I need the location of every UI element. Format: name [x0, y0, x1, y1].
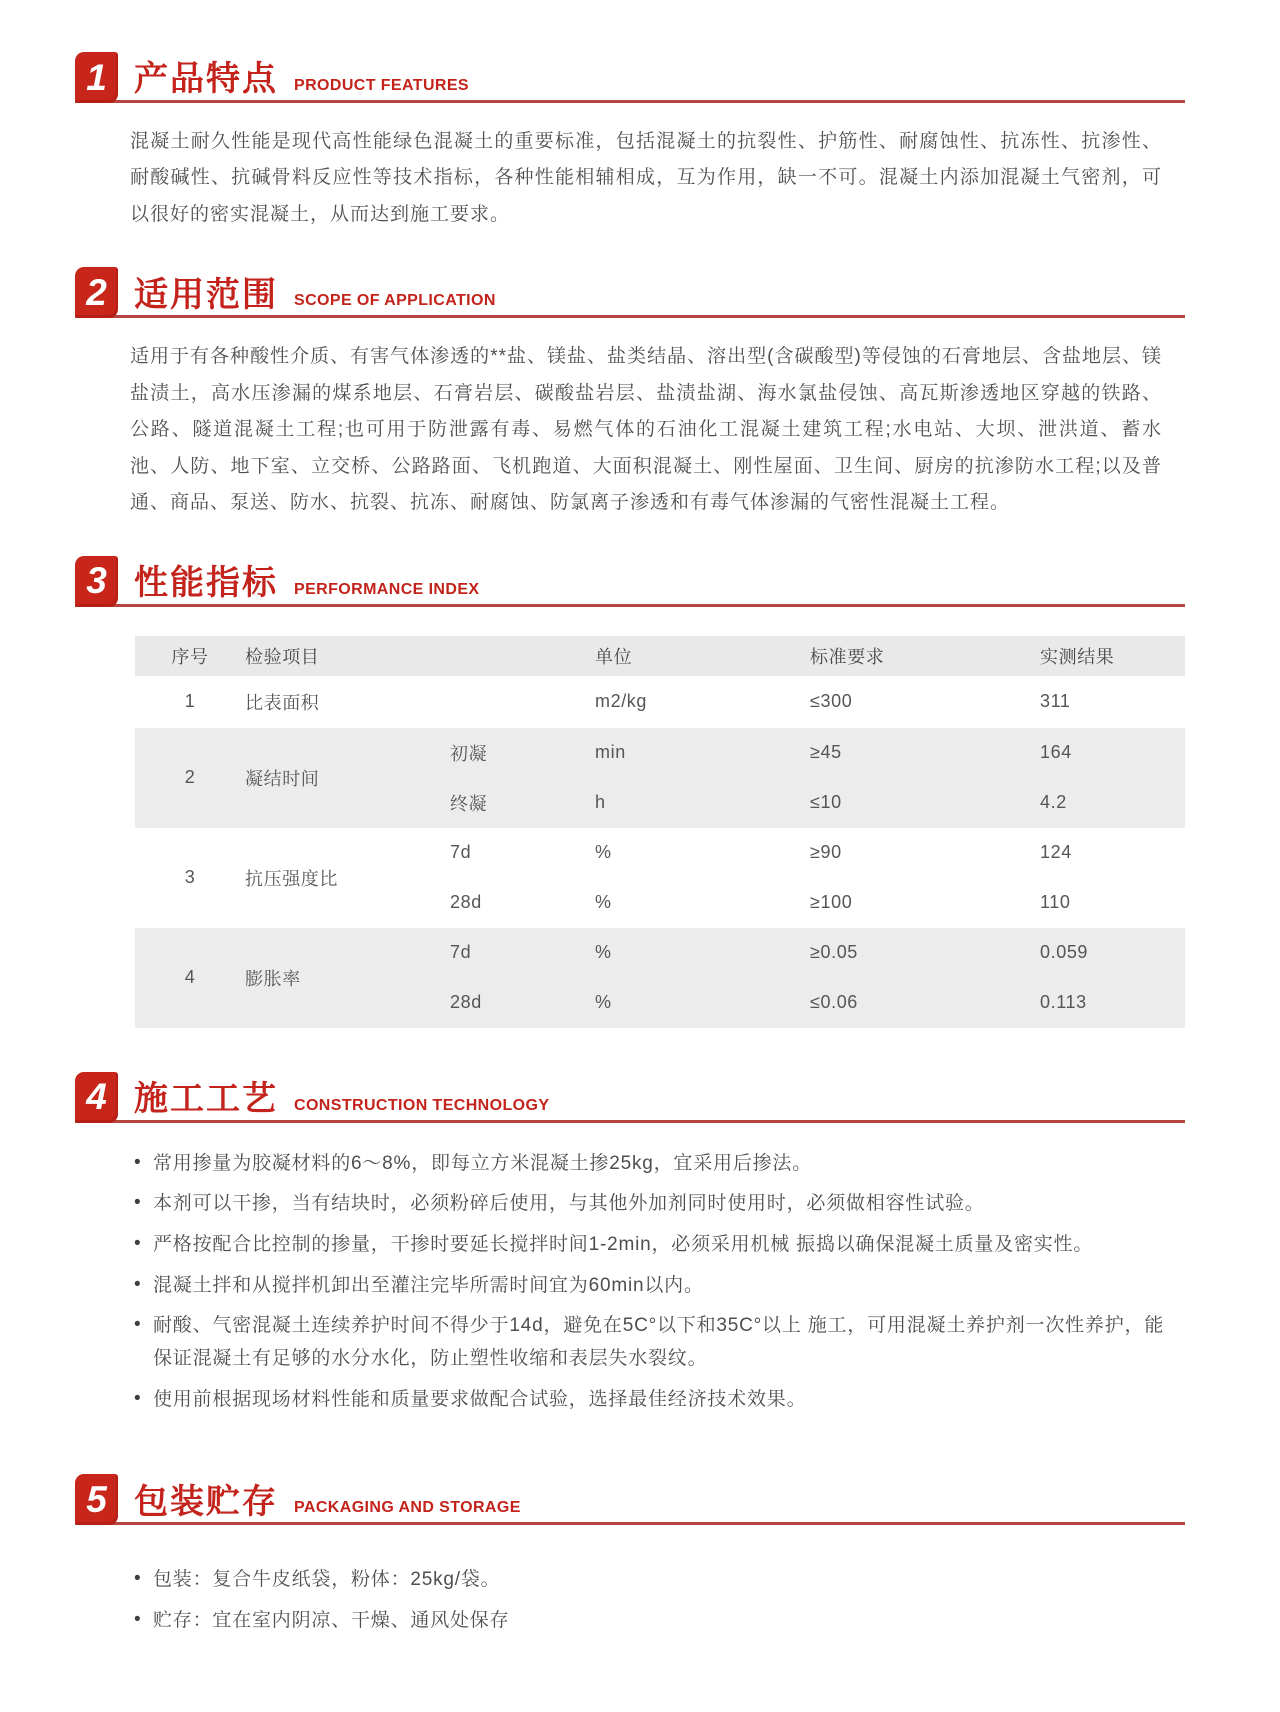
cell-requirement: ≤300 [810, 691, 853, 712]
header-item: 检验项目 [245, 636, 595, 676]
header-result: 实测结果 [1040, 636, 1185, 676]
cell-unit: % [595, 928, 810, 978]
section-performance-index [75, 556, 1185, 1028]
section-header [75, 267, 1185, 323]
section-subtitle: CONSTRUCTION TECHNOLOGY [294, 1096, 550, 1114]
cell-sub: 28d [450, 978, 595, 1028]
cell-unit: m2/kg [595, 691, 648, 712]
section-subtitle: PRODUCT FEATURES [294, 77, 469, 94]
bullet-item: • 使用前根据现场材料性能和质量要求做配合试验，选择最佳经济技术效果。 [132, 1384, 1172, 1417]
section-underline [75, 100, 1185, 103]
construction-bullet-list [132, 1148, 1172, 1417]
bullet-item: • 混凝土拌和从搅拌机卸出至灌注完毕所需时间宜为60min以内。 [132, 1270, 1172, 1303]
cell-no: 2 [135, 728, 245, 828]
cell-sub: 7d [450, 928, 595, 978]
cell-item: 膨胀率 [245, 928, 450, 1028]
section-header [75, 556, 1185, 612]
section-underline [75, 604, 1185, 607]
table-row-compressive-strength-ratio [135, 828, 1185, 928]
cell-sub [450, 676, 595, 728]
cell-result: 0.059 [1040, 928, 1185, 978]
performance-table [135, 636, 1185, 1028]
section-header [75, 1474, 1185, 1530]
table-row [135, 928, 1185, 978]
bullet-item: • 常用掺量为胶凝材料的6～8%，即每立方米混凝土掺25kg，宜采用后掺法。 [132, 1148, 1172, 1181]
section-subtitle: SCOPE OF APPLICATION [294, 292, 496, 310]
cell-sub: 28d [450, 892, 482, 913]
bullet-item: • 耐酸、气密混凝土连续养护时间不得少于14d，避免在5C°以下和35C°以上 施工，可用混凝土养护剂一次性养护，能保证混凝土有足够的水分水化，防止塑性收缩和表层失水裂纹。 [132, 1310, 1172, 1375]
header-unit: 单位 [595, 636, 810, 676]
bullet-item: • 贮存：宜在室内阴凉、干燥、通风处保存 [132, 1605, 1172, 1638]
packaging-bullet-list [132, 1564, 1172, 1637]
cell-requirement: ≤0.06 [810, 978, 1040, 1028]
section-underline [75, 315, 1185, 318]
section-header [75, 1072, 1185, 1128]
cell-unit: % [595, 842, 612, 863]
cell-unit: % [595, 892, 612, 913]
cell-sub: 7d [450, 842, 472, 863]
cell-requirement: ≥100 [810, 892, 853, 913]
table-row-expansion-rate [135, 928, 1185, 1028]
table-row [135, 728, 1185, 778]
section-title: 适用范围 [134, 275, 278, 314]
header-requirement: 标准要求 [810, 636, 1040, 676]
section-number-badge: 3 [75, 556, 118, 607]
cell-result: 0.113 [1040, 978, 1185, 1028]
section-scope-of-application [75, 267, 1185, 521]
section-paragraph: 混凝土耐久性能是现代高性能绿色混凝土的重要标准，包括混凝土的抗裂性、护筋性、耐腐蚀性、抗冻性、抗渗性、耐酸碱性、抗碱骨料反应性等技术指标，各种性能相辅相成，互为作用，缺一不可。混凝土内添加混凝土气密剂，可以很好的密实混凝土，从而达到施工要求。 [130, 131, 1162, 225]
section-number-badge: 2 [75, 267, 118, 318]
table-header [135, 636, 1185, 676]
cell-no: 1 [184, 691, 196, 712]
section-subtitle: PERFORMANCE INDEX [294, 580, 480, 598]
cell-result: 124 [1040, 842, 1072, 863]
cell-item: 抗压强度比 [245, 868, 338, 889]
cell-result: 311 [1040, 691, 1071, 712]
section-paragraph: 适用于有各种酸性介质、有害气体渗透的**盐、镁盐、盐类结晶、溶出型(含碳酸型)等侵蚀的石膏地层、含盐地层、镁盐渍土，高水压渗漏的煤系地层、石膏岩层、碳酸盐岩层、盐渍盐湖、海水氯盐侵蚀、高瓦斯渗透地区穿越的铁路、公路、隧道混凝土工程;也可用于防泄露有毒、易燃气体的石油化工混凝土建筑工程;水电站、大坝、泄洪道、蓄水池、人防、地下室、立交桥、公路路面、飞机跑道、大面积混凝土、刚性屋面、卫生间、厨房的抗渗防水工程;以及普通、商品、泵送、防水、抗裂、抗冻、耐腐蚀、防氯离子渗透和有毒气体渗漏的气密性混凝土工程。 [130, 346, 1162, 514]
bullet-item: • 严格按配合比控制的掺量，干掺时要延长搅拌时间1-2min，必须采用机械 振捣以确保混凝土质量及密实性。 [132, 1229, 1172, 1262]
cell-requirement: ≥45 [810, 728, 1040, 778]
bullet-item: • 包装：复合牛皮纸袋，粉体：25kg/袋。 [132, 1564, 1172, 1597]
cell-item: 比表面积 [245, 692, 320, 713]
cell-item: 凝结时间 [245, 728, 450, 828]
cell-result: 164 [1040, 728, 1185, 778]
cell-unit: h [595, 778, 810, 828]
cell-sub: 终凝 [450, 778, 595, 828]
cell-requirement: ≤10 [810, 778, 1040, 828]
bullet-item: • 本剂可以干掺，当有结块时，必须粉碎后使用，与其他外加剂同时使用时，必须做相容性试验。 [132, 1188, 1172, 1221]
cell-sub: 初凝 [450, 728, 595, 778]
cell-result: 4.2 [1040, 778, 1185, 828]
table-header-row [135, 636, 1185, 676]
section-underline [75, 1120, 1185, 1123]
section-packaging-and-storage [75, 1474, 1185, 1637]
cell-result: 110 [1040, 892, 1071, 913]
cell-requirement: ≥90 [810, 842, 842, 863]
section-title: 性能指标 [134, 564, 278, 603]
cell-no: 3 [184, 867, 196, 888]
header-no: 序号 [135, 636, 245, 676]
section-number-badge: 4 [75, 1072, 118, 1123]
table-row [135, 828, 1185, 878]
section-header [75, 52, 1185, 108]
section-title: 产品特点 [134, 60, 278, 99]
section-construction-technology [75, 1072, 1185, 1417]
cell-unit: min [595, 728, 810, 778]
section-subtitle: PACKAGING AND STORAGE [294, 1499, 521, 1517]
section-underline [75, 1522, 1185, 1525]
cell-requirement: ≥0.05 [810, 928, 1040, 978]
section-title: 施工工艺 [134, 1080, 278, 1119]
section-product-features [75, 52, 1185, 233]
table-row [135, 676, 1185, 728]
section-number-badge: 5 [75, 1474, 118, 1525]
cell-no: 4 [135, 928, 245, 1028]
table-row-specific-surface [135, 676, 1185, 728]
cell-unit: % [595, 978, 810, 1028]
section-title: 包装贮存 [134, 1482, 278, 1521]
section-number-badge: 1 [75, 52, 118, 103]
table-row-setting-time [135, 728, 1185, 828]
